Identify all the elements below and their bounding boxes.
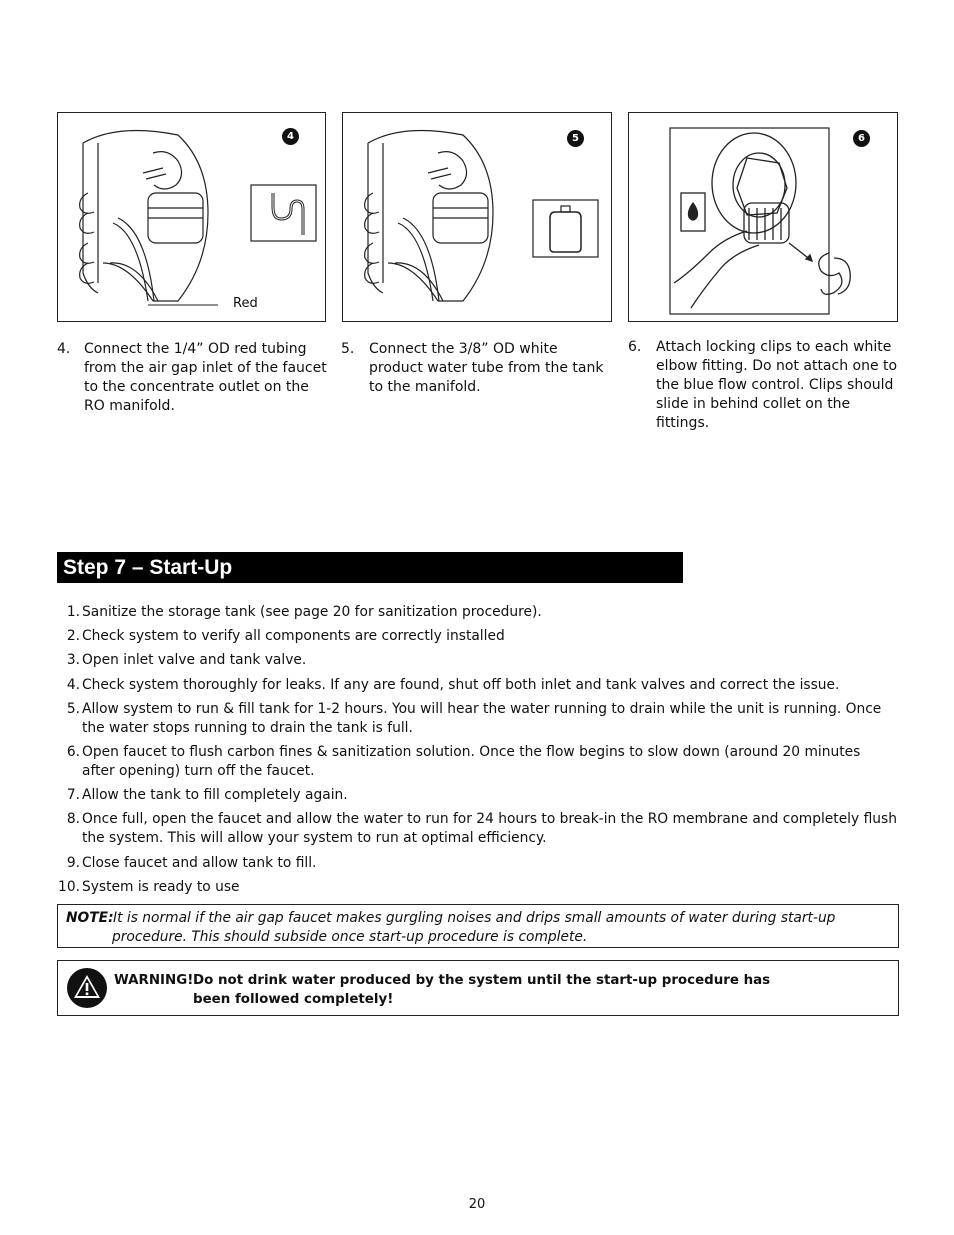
tubing-label: Red: [233, 296, 258, 311]
figure-6: [628, 112, 898, 322]
caption-text: Attach locking clips to each white elbow fitting. Do not attach one to the blue flow control. Clips should slide in behind collet on the fittings.: [656, 339, 898, 431]
note-text: It is normal if the air gap faucet makes gurgling noises and drips small amounts of water during start-up procedure. This should subside once start-up procedure is complete.: [112, 910, 836, 945]
list-item: 10. System is ready to use: [58, 878, 240, 895]
figure-badge: 6: [853, 130, 870, 147]
note-box: [57, 904, 899, 948]
note-label: NOTE:: [66, 910, 114, 926]
figure-badge: 5: [567, 130, 584, 147]
warning-text: Do not drink water produced by the system until the start-up procedure has been followed completely!: [193, 973, 771, 1007]
page-number: 20: [468, 1197, 486, 1212]
list-item: 2. Check system to verify all components are correctly installed: [66, 628, 505, 645]
figure-4: [57, 112, 326, 322]
figure-5: [342, 112, 612, 322]
list-item: 3. Open inlet valve and tank valve.: [66, 652, 307, 669]
caption-number: 6.: [628, 339, 642, 355]
warning-triangle-icon: [66, 967, 108, 1009]
manifold-illustration: [58, 113, 326, 322]
warning-label: WARNING!: [114, 973, 194, 988]
list-item: 9. Close faucet and allow tank to fill.: [66, 854, 317, 871]
caption-text: Connect the 3/8” OD white product water tube from the tank to the manifold.: [369, 341, 604, 395]
caption-text: Connect the 1/4” OD red tubing from the air gap inlet of the faucet to the concentrate outlet on the RO manifold.: [84, 341, 327, 414]
tank-icon: [533, 200, 598, 257]
list-item: 8. Once full, open the faucet and allow the water to run for 24 hours to break-in the RO membrane and completely flush the system. This will allow your system to run at optimal efficiency.: [66, 811, 897, 847]
list-item: 7. Allow the tank to fill completely again.: [66, 787, 348, 804]
caption-number: 5.: [341, 341, 355, 357]
startup-steps-list: [57, 603, 897, 902]
list-item: 1. Sanitize the storage tank (see page 20 for sanitization procedure).: [66, 604, 542, 620]
section-heading: Step 7 – Start-Up: [57, 552, 683, 583]
caption-number: 4.: [57, 341, 71, 357]
figure-badge: 4: [282, 128, 299, 145]
list-item: 4. Check system thoroughly for leaks. If any are found, shut off both inlet and tank valves and correct the issue.: [66, 676, 840, 693]
drain-trap-icon: [251, 185, 316, 241]
list-item: 6. Open faucet to flush carbon fines & sanitization solution. Once the flow begins to slow down (around 20 minutes after opening) turn off the faucet.: [66, 743, 861, 779]
list-item: 5. Allow system to run & fill tank for 1-2 hours. You will hear the water running to drain while the unit is running. Once the water stops running to drain the tank is full.: [66, 700, 882, 736]
warning-box: [57, 960, 899, 1016]
